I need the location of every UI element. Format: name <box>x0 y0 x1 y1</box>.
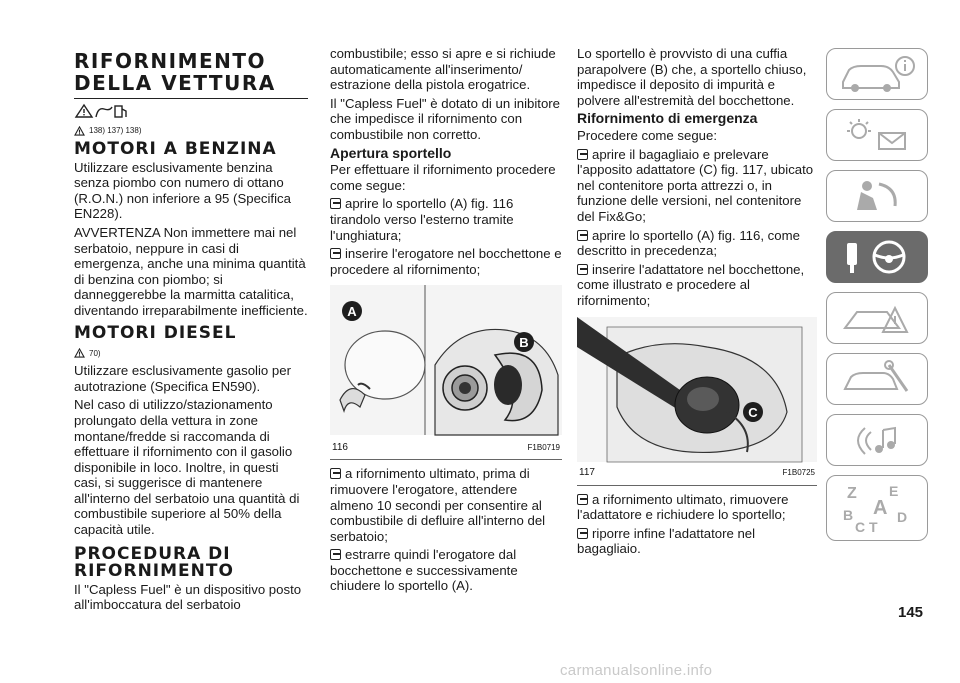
bullet-item <box>577 147 817 225</box>
warning-lights-icon <box>837 115 917 155</box>
procedura-line-1: PROCEDURA DI <box>74 543 231 564</box>
maintenance-icon <box>837 359 917 399</box>
bullet-item <box>330 466 562 544</box>
emergency-triangle-icon <box>837 298 917 338</box>
adapter-illustration <box>577 317 817 485</box>
figure-number: 116 <box>332 441 348 453</box>
bullet-item <box>577 492 817 523</box>
tab-alphabetical-index[interactable] <box>826 475 928 541</box>
bullet-text: estrarre quindi l'erogatore dal bocchettone e successivamente chiudere lo sportello (A). <box>330 547 518 594</box>
bullet-text: riporre infine l'adattatore nel bagagliaio. <box>577 525 756 557</box>
index-letter: E <box>889 483 899 499</box>
diesel-refs-text: 70) <box>89 348 101 358</box>
column-3 <box>577 46 817 560</box>
figure-label-c: C <box>748 404 758 420</box>
bullet-icon <box>330 468 341 479</box>
bullet-icon <box>330 248 341 259</box>
heading-apertura-sportello: Apertura sportello <box>330 144 452 161</box>
chapter-tabs <box>826 48 930 550</box>
refs-text: 138) 137) 138) <box>89 126 142 135</box>
bullet-icon <box>577 264 588 275</box>
alphabet-index-icon <box>837 480 917 536</box>
diesel-refs <box>74 346 308 362</box>
index-letter: T <box>869 519 878 535</box>
warning-triangle-icon <box>74 126 85 136</box>
figure-code: F1B0725 <box>782 467 815 477</box>
column-1 <box>74 50 308 616</box>
bullet-item <box>577 526 817 557</box>
tab-warning-lights[interactable] <box>826 109 928 161</box>
page-number: 145 <box>898 604 924 621</box>
multimedia-icon <box>837 420 917 460</box>
tab-starting-driving[interactable] <box>826 231 928 283</box>
title-line-2: DELLA VETTURA <box>74 71 276 95</box>
warning-refs <box>74 123 308 139</box>
fuel-pump-icons <box>74 103 132 119</box>
index-letter: B <box>843 507 854 523</box>
key-steering-wheel-icon <box>837 237 917 277</box>
column-2 <box>330 46 562 597</box>
emergenza-paragraph-1: Procedere come segue: <box>577 127 718 143</box>
bullet-icon <box>577 494 588 505</box>
bullet-icon <box>330 198 341 209</box>
figure-number: 117 <box>579 466 595 478</box>
fuel-icons <box>74 103 308 119</box>
index-letter: C <box>855 519 866 535</box>
col2-paragraph-2: Il "Capless Fuel" è dotato di un inibitore che impedisce il rifornimento con combustibile non corretto. <box>330 95 561 142</box>
col3-paragraph-1: Lo sportello è provvisto di una cuffia parapolvere (B) che, a sportello chiuso, impedisce il deposito di impurità e polvere all'estremità del bocchettone. <box>577 46 807 108</box>
figure-117 <box>577 317 817 486</box>
apertura-paragraph-1: Per effettuare il rifornimento procedere come segue: <box>330 162 556 193</box>
tab-maintenance[interactable] <box>826 353 928 405</box>
bullet-text: inserire l'adattatore nel bocchettone, come illustrato e procedere al rifornimento; <box>577 261 805 308</box>
heading-motori-benzina: MOTORI A BENZINA <box>74 138 277 159</box>
figure-label-a: A <box>347 304 357 320</box>
bullet-text: a rifornimento ultimato, prima di rimuovere l'erogatore, attendere almeno 10 secondi per consentire al combustibile di defluire all'interno del serbatoio; <box>330 466 546 544</box>
heading-motori-diesel: MOTORI DIESEL <box>74 322 237 343</box>
page-title <box>74 50 308 99</box>
bullet-text: aprire lo sportello (A) fig. 116, come descritto in precedenza; <box>577 227 800 259</box>
procedura-paragraph-1: Il "Capless Fuel" è un dispositivo posto all'imboccatura del serbatoio <box>74 581 302 613</box>
bullet-item <box>330 547 562 594</box>
col2-paragraph-1: combustibile; esso si apre e si richiude automaticamente all'inserimento/ estrazione della pistola erogatrice. <box>330 46 556 93</box>
bullet-icon <box>330 549 341 560</box>
fuel-door-illustration <box>330 285 562 459</box>
bullet-item <box>330 246 562 277</box>
figure-code: F1B0719 <box>527 442 560 452</box>
seat-airbag-icon <box>837 176 917 216</box>
tab-emergency[interactable] <box>826 292 928 344</box>
bullet-text: inserire l'erogatore nel bocchettone e procedere al rifornimento; <box>330 246 562 277</box>
bullet-icon <box>577 149 588 160</box>
index-letter: Z <box>847 485 857 502</box>
bullet-icon <box>577 230 588 241</box>
figure-117-caption <box>579 465 815 481</box>
bullet-item <box>330 196 562 243</box>
figure-116 <box>330 285 562 460</box>
index-letter: D <box>897 509 908 525</box>
figure-116-caption <box>332 440 560 456</box>
car-info-icon <box>837 54 917 94</box>
tab-multimedia[interactable] <box>826 414 928 466</box>
watermark: carmanualsonline.info <box>560 662 713 679</box>
bullet-item <box>577 228 817 259</box>
diesel-paragraph-2: Nel caso di utilizzo/stazionamento prolungato della vettura in zone montane/fredde si raccomanda di effettuare il rifornimento con il gasolio disponibile in loco. Inoltre, in questi casi, si suggerisce di mantenere all'interno del serbatoio una quantità di combustibile superiore al 50% della capacità utile. <box>74 397 300 538</box>
index-letter: A <box>873 497 888 519</box>
procedura-line-2: RIFORNIMENTO <box>74 560 234 581</box>
bullet-item <box>577 262 817 309</box>
figure-label-b: B <box>519 335 529 351</box>
bullet-text: aprire il bagagliaio e prelevare l'apposito adattatore (C) fig. 117, ubicato nel contenitore porta attrezzi o, in funzione delle versioni, nel contenitore del Fix&Go; <box>577 146 814 224</box>
heading-rifornimento-emergenza: Rifornimento di emergenza <box>577 110 758 127</box>
benzina-paragraph-1: Utilizzare esclusivamente benzina senza piombo con numero di ottano (R.O.N.) non inferiore a 95 (Specifica EN228). <box>74 159 291 222</box>
benzina-paragraph-2: AVVERTENZA Non immettere mai nel serbatoio, neppure in casi di emergenza, anche una minima quantità di benzina con piombo; si danneggerebbe la marmitta catalitica, diventando irreparabilmente inefficiente. <box>74 224 308 318</box>
title-line-1: RIFORNIMENTO <box>74 49 267 73</box>
tab-safety[interactable] <box>826 170 928 222</box>
bullet-text: a rifornimento ultimato, rimuovere l'adattatore e richiudere lo sportello; <box>577 491 789 523</box>
diesel-paragraph-1: Utilizzare esclusivamente gasolio per autotrazione (Specifica EN590). <box>74 363 291 394</box>
warning-triangle-icon <box>74 348 85 358</box>
heading-procedura <box>74 543 308 581</box>
tab-car-info[interactable] <box>826 48 928 100</box>
bullet-text: aprire lo sportello (A) fig. 116 tirandolo verso l'esterno tramite l'unghiatura; <box>330 196 514 243</box>
bullet-icon <box>577 528 588 539</box>
